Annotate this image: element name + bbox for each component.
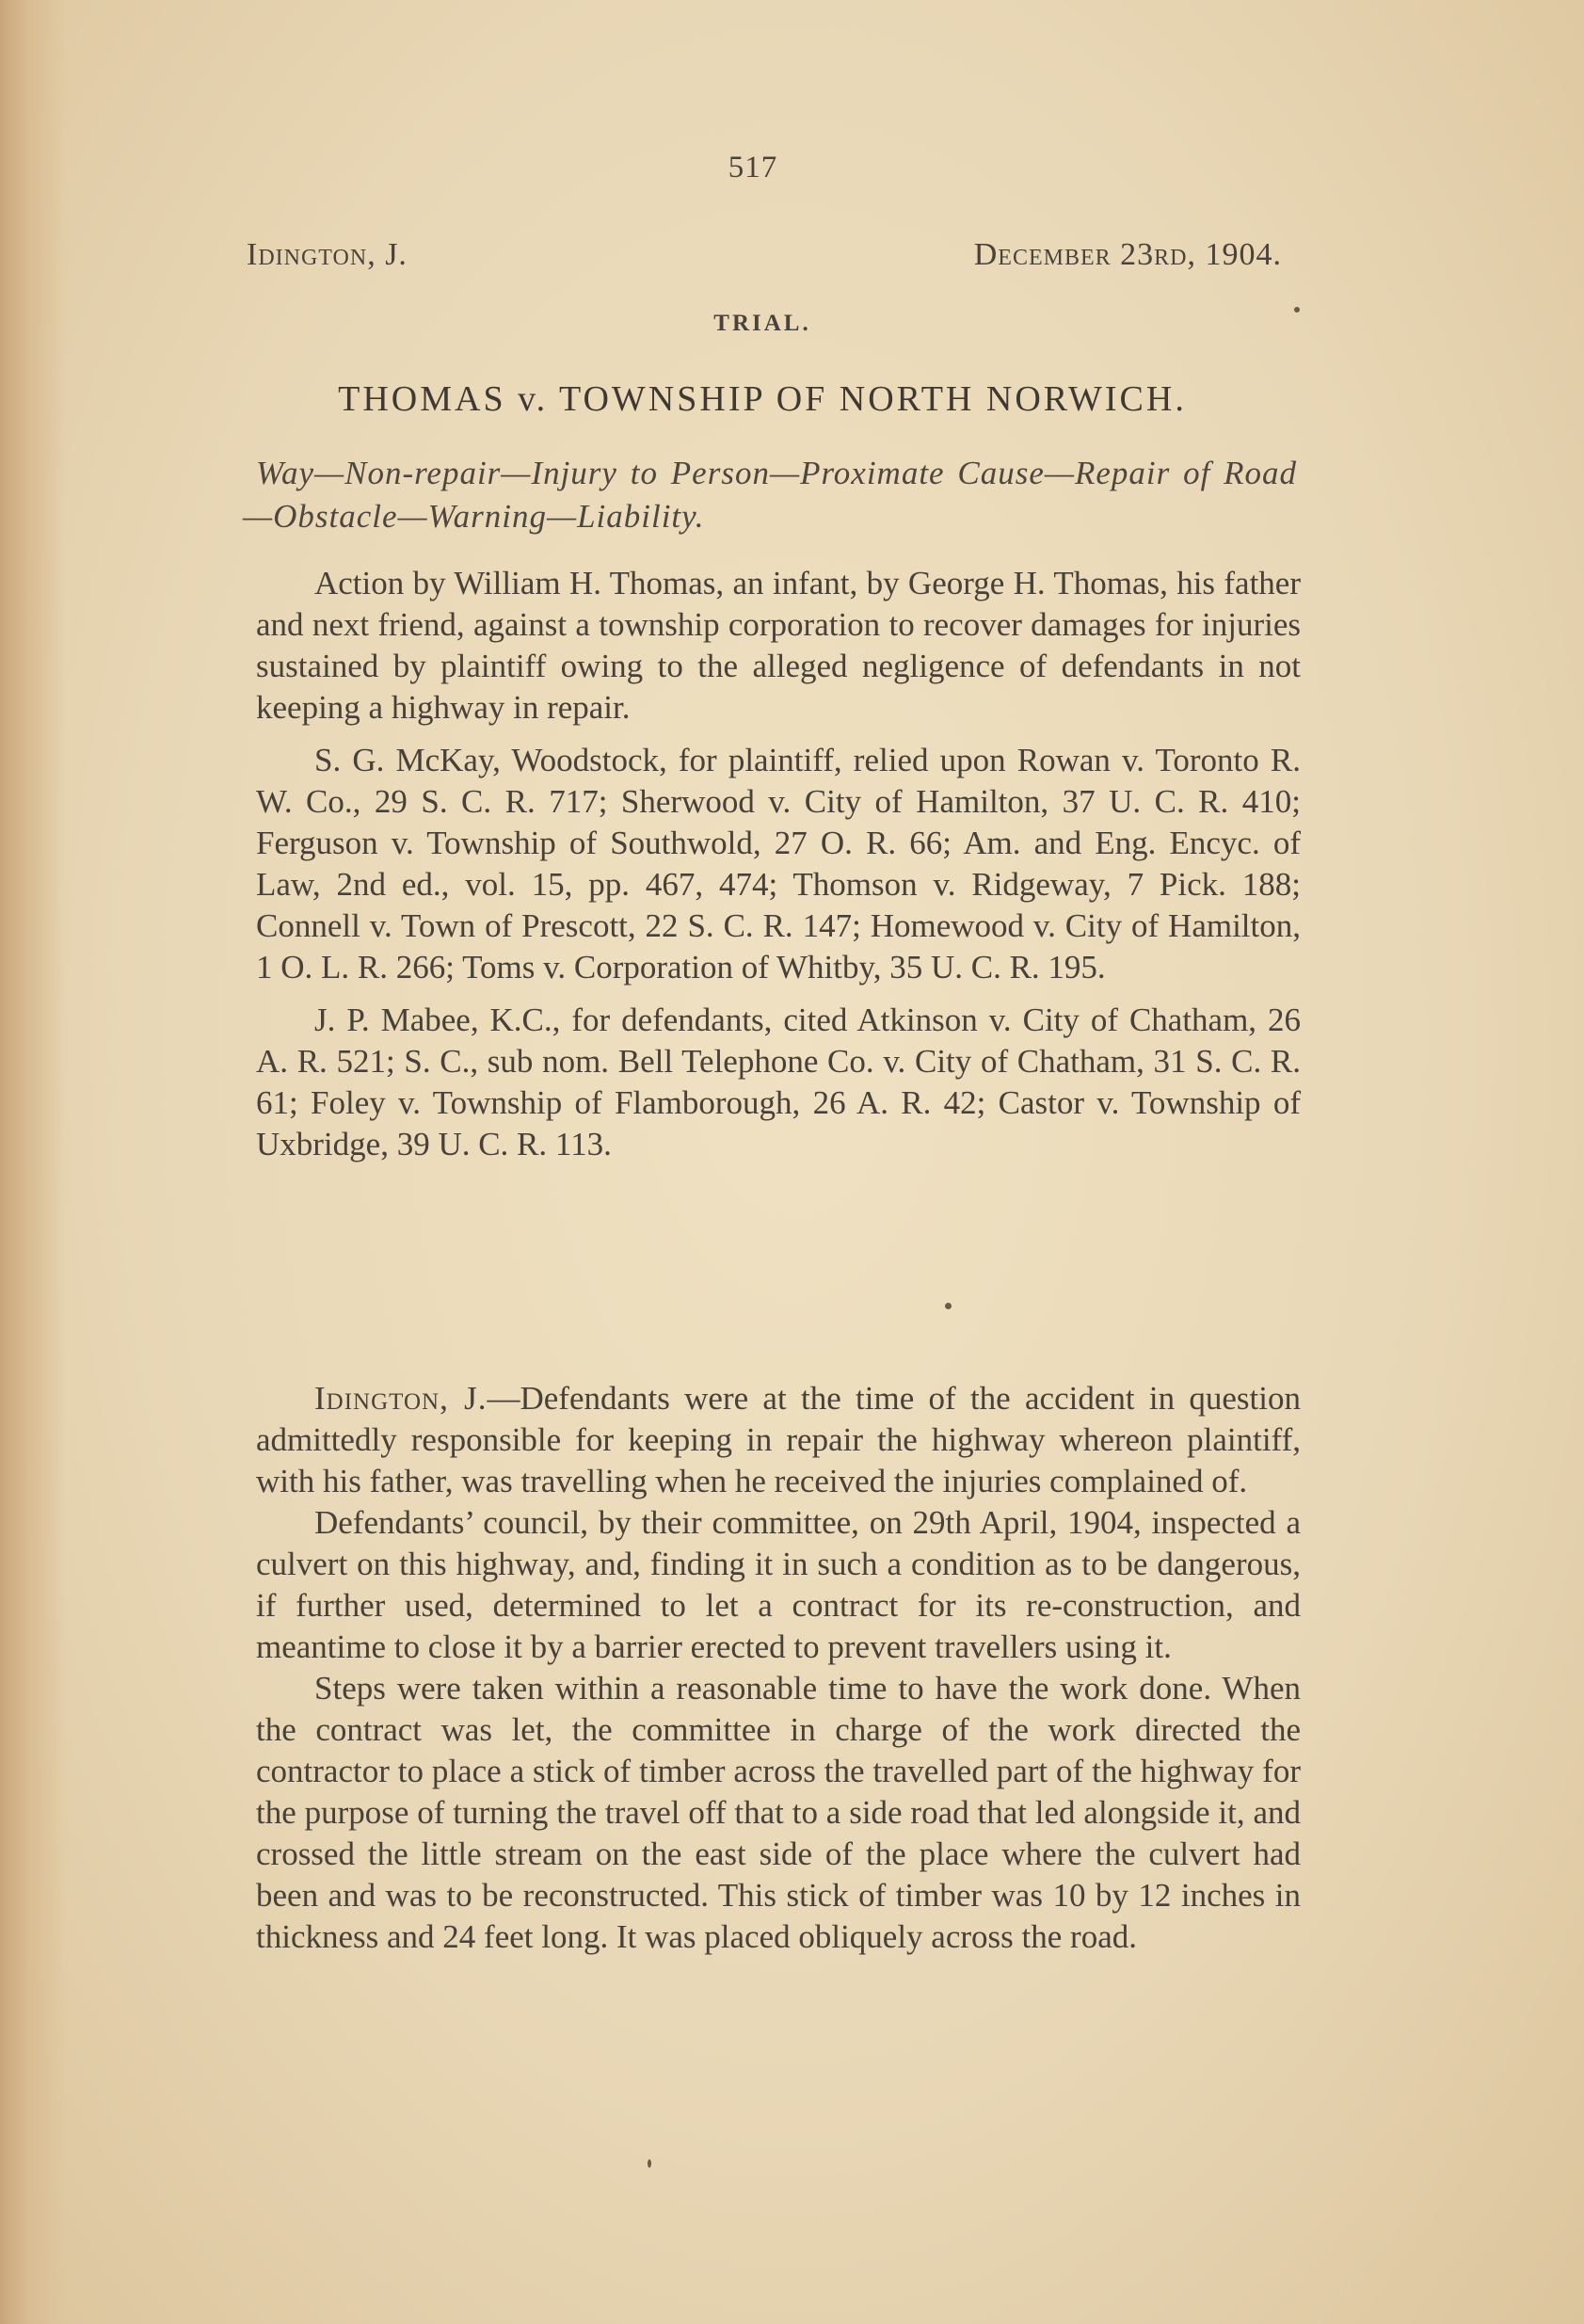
judgment-paragraph: [256, 1378, 1301, 1502]
running-head-judge: Idington, J.: [247, 237, 408, 272]
paper-speck: [648, 2159, 651, 2168]
case-title: THOMAS v. TOWNSHIP OF NORTH NORWICH.: [338, 379, 1187, 419]
running-head-date: December 23rd, 1904.: [973, 237, 1282, 272]
paper-speck: [1294, 307, 1300, 313]
catchwords: Way—Non-repair—Injury to Person—Proximate Cause—Repair of Road—Obstacle—Warning—Liability.: [243, 455, 1297, 535]
judgment: [256, 1378, 1301, 1958]
paper-speck: [945, 1303, 952, 1309]
judgment-paragraph-text: —Defendants were at the time of the accident in question admittedly responsible for keeping in repair the highway whereon plaintiff, with his father, was travelling when he received the injuries complained of.: [256, 1380, 1301, 1499]
defendant-counsel-paragraph: J. P. Mabee, K.C., for defendants, cited Atkinson v. City of Chatham, 26 A. R. 521; S. C., sub nom. Bell Telephone Co. v. City of Chatham, 31 S. C. R. 61; Foley v. Township of Flamborough, 26 A. R. 42; Castor v. Township of Uxbridge, 39 U. C. R. 113.: [256, 1002, 1301, 1162]
running-head: [247, 237, 1282, 280]
judgment-paragraph: Defendants’ council, by their committee, on 29th April, 1904, inspected a culvert on this highway, and, finding it in such a condition as to be dangerous, if further used, determined to let a contract for its re-construction, and meantime to close it by a barrier erected to prevent travellers using it.: [256, 1504, 1301, 1665]
statement-of-case: [256, 563, 1301, 1177]
judgment-paragraph: Steps were taken within a reasonable time to have the work done. When the contract was let, the committee in charge of the work directed the contractor to place a stick of timber across the travelled part of the highway for the purpose of turning the travel off that to a side road that led alongside it, and crossed the little stream on the east side of the place where the culvert had been and was to be reconstructed. This stick of timber was 10 by 12 inches in thickness and 24 feet long. It was placed obliquely across the road.: [256, 1670, 1301, 1955]
report-kind: TRIAL.: [713, 311, 811, 336]
statement-paragraph: Action by William H. Thomas, an infant, by George H. Thomas, his father and next friend, against a township corporation to recover damages for injuries sustained by plaintiff owing to the alleged negligence of defendants in not keeping a highway in repair.: [256, 565, 1301, 726]
page-binding-edge: [0, 0, 66, 2324]
plaintiff-counsel-paragraph: S. G. McKay, Woodstock, for plaintiff, relied upon Rowan v. Toronto R. W. Co., 29 S. C. R. 717; Sherwood v. City of Hamilton, 37 U. C. R. 410; Ferguson v. Township of Southwold, 27 O. R. 66; Am. and Eng. Encyc. of Law, 2nd ed., vol. 15, pp. 467, 474; Thomson v. Ridgeway, 7 Pick. 188; Connell v. Town of Prescott, 22 S. C. R. 147; Homewood v. City of Hamilton, 1 O. L. R. 266; Toms v. Corporation of Whitby, 35 U. C. R. 195.: [256, 742, 1301, 986]
judgment-judge-name: Idington, J.: [314, 1380, 488, 1417]
page-number: 517: [728, 151, 778, 184]
